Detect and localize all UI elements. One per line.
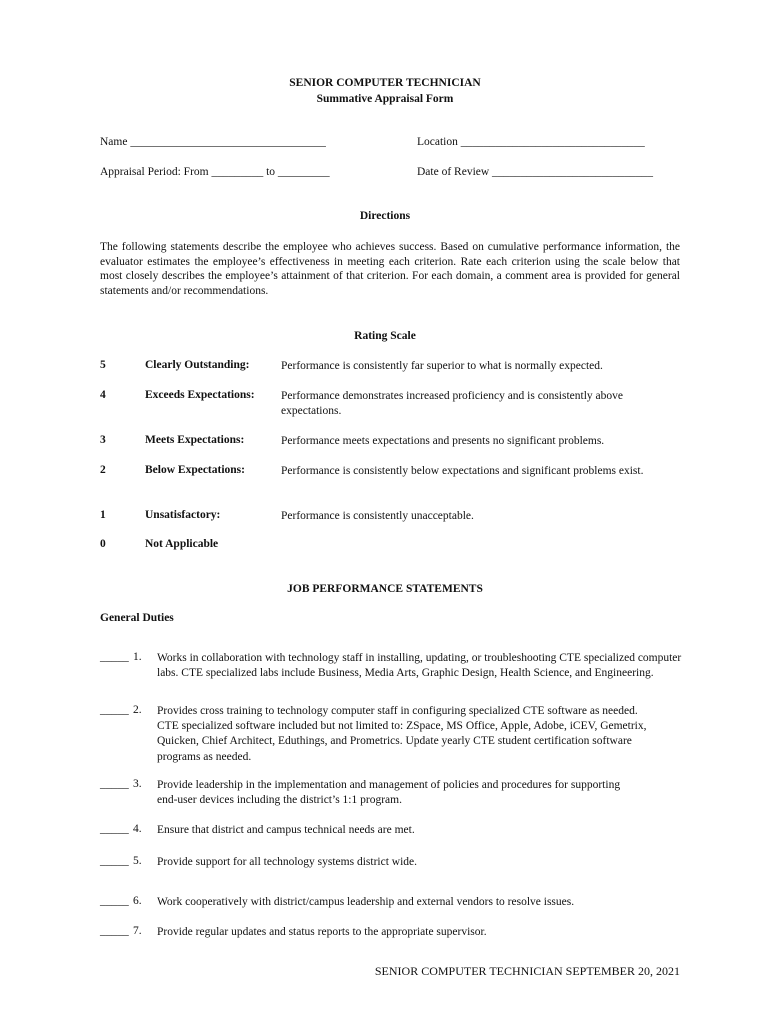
rating-description: Performance meets expectations and presents no significant problems. (281, 435, 605, 447)
duty-statement: Provide support for all technology systems district wide. (157, 856, 417, 868)
rating-score: 0 (100, 538, 106, 550)
rating-blank[interactable]: _____ (100, 651, 129, 663)
rating-score: 5 (100, 359, 106, 371)
rating-label: Meets Expectations: (145, 434, 245, 446)
directions-text: The following statements describe the employee who achieves success. Based on cumulative performance information, the evaluator estimates the employee’s effectiveness in meeting each criterion. Rate each criterion using the scale below that most closely describes the employee’s attainment of that criterion. For each domain, a comment area is provided for general statements and/or recommendations. (100, 241, 680, 298)
duty-statement: Work cooperatively with district/campus leadership and external vendors to resolve issues. (157, 896, 575, 908)
rating-label: Exceeds Expectations: (145, 389, 255, 401)
location-field[interactable]: Location ________________________________ (417, 136, 645, 148)
page-footer: SENIOR COMPUTER TECHNICIAN SEPTEMBER 20, 2021 (374, 964, 680, 978)
rating-description: Performance is consistently far superior to what is normally expected. (281, 360, 603, 372)
form-title: SENIOR COMPUTER TECHNICIAN (289, 77, 481, 89)
form-subtitle: Summative Appraisal Form (316, 93, 454, 105)
name-field[interactable]: Name __________________________________ (100, 136, 326, 148)
duty-statement: Works in collaboration with technology staff in installing, updating, or troubleshooting CTE specialized computer labs. CTE specialized labs include Business, Media Arts, Graphic Design, Health Science, and Engineering. (157, 652, 682, 680)
rating-score: 4 (100, 389, 106, 401)
section-heading-general-duties: General Duties (100, 612, 174, 624)
item-number: 3. (133, 778, 142, 790)
rating-score: 2 (100, 464, 106, 476)
duty-statement: Provides cross training to technology computer staff in configuring specialized CTE software as needed. CTE specialized software included but not limited to: ZSpace, MS Office, Apple, Adobe, iCEV, Gemetrix, Quicken, Chief Architect, Eduthings, and Prometrics. Update yearly CTE student certification software programs as needed. (157, 705, 647, 763)
rating-score: 1 (100, 509, 106, 521)
rating-blank[interactable]: _____ (100, 925, 129, 937)
item-number: 2. (133, 704, 142, 716)
rating-description: Performance is consistently below expectations and significant problems exist. (281, 465, 644, 477)
job-performance-heading: JOB PERFORMANCE STATEMENTS (287, 583, 483, 595)
rating-blank[interactable]: _____ (100, 823, 129, 835)
rating-blank[interactable]: _____ (100, 895, 129, 907)
duty-statement: Provide regular updates and status reports to the appropriate supervisor. (157, 926, 487, 938)
rating-label: Clearly Outstanding: (145, 359, 250, 371)
item-number: 4. (133, 823, 142, 835)
rating-description: Performance demonstrates increased proficiency and is consistently above expectations. (281, 390, 624, 417)
item-number: 7. (133, 925, 142, 937)
rating-description: Performance is consistently unacceptable. (281, 510, 474, 522)
item-number: 6. (133, 895, 142, 907)
appraisal-period-field[interactable]: Appraisal Period: From _________ to _________ (100, 166, 330, 178)
duty-statement: Ensure that district and campus technical needs are met. (157, 824, 415, 836)
rating-label: Below Expectations: (145, 464, 245, 476)
rating-label: Unsatisfactory: (145, 509, 221, 521)
rating-label: Not Applicable (145, 538, 219, 550)
item-number: 1. (133, 651, 142, 663)
rating-blank[interactable]: _____ (100, 704, 129, 716)
rating-blank[interactable]: _____ (100, 778, 129, 790)
rating-scale-heading: Rating Scale (354, 330, 416, 342)
rating-score: 3 (100, 434, 106, 446)
item-number: 5. (133, 855, 142, 867)
duty-statement: Provide leadership in the implementation and management of policies and procedures for supporting end-user devices including the district’s 1:1 program. (157, 779, 621, 807)
date-of-review-field[interactable]: Date of Review ____________________________ (417, 166, 654, 178)
directions-heading: Directions (359, 210, 411, 222)
rating-blank[interactable]: _____ (100, 855, 129, 867)
